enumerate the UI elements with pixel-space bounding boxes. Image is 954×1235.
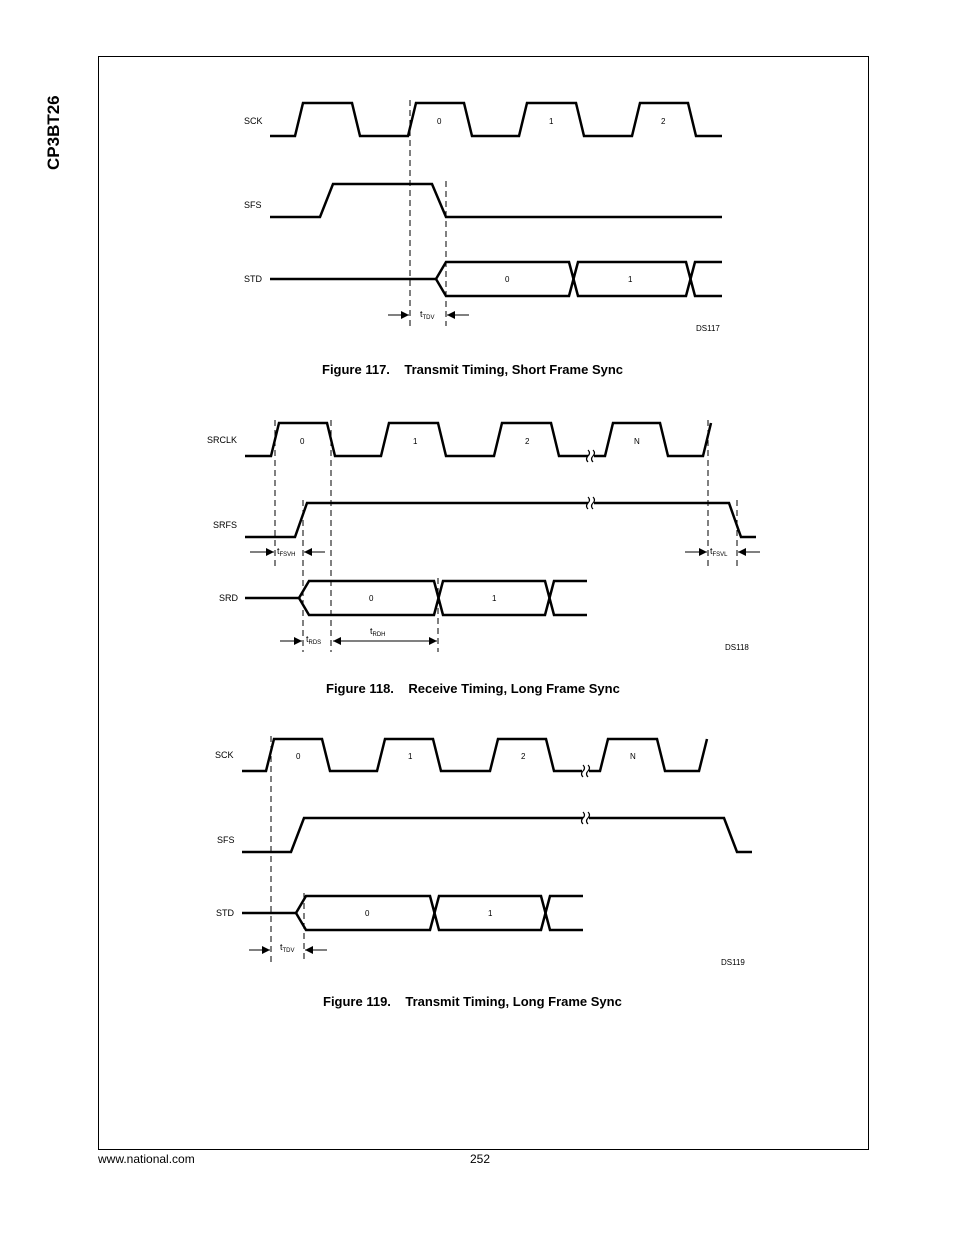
figure-119-caption: Figure 119. Transmit Timing, Long Frame Sync <box>323 994 622 1009</box>
fig119-clock-label: N <box>630 752 636 761</box>
fig118-srfs-break-icon <box>587 497 595 509</box>
fig118-clock-label: 2 <box>525 437 530 446</box>
fig119-sck-waveform-tail <box>589 739 707 771</box>
fig117-sfs-label: SFS <box>244 200 262 210</box>
fig119-data-label: 1 <box>488 909 493 918</box>
footer-website-link[interactable]: www.national.com <box>98 1152 195 1166</box>
fig118-rdh-label: $t_{RDH}$ <box>370 626 386 638</box>
fig118-srfs-waveform-tail <box>594 503 756 537</box>
fig118-srfs-label: SRFS <box>213 520 238 530</box>
fig118-clock-label: N <box>634 437 640 446</box>
fig117-clock-label: 0 <box>437 117 442 126</box>
fig117-sck-waveform <box>270 103 722 136</box>
fig119-sfs-waveform <box>242 818 583 852</box>
fig119-sfs-break-icon <box>582 812 590 824</box>
fig117-clock-label: 1 <box>549 117 554 126</box>
fig119-data-label: 0 <box>365 909 370 918</box>
figure-117-caption: Figure 117. Transmit Timing, Short Frame Sync <box>322 362 624 377</box>
fig118-timing-arrows <box>250 552 760 641</box>
fig118-srfs-waveform <box>245 503 588 537</box>
fig118-data-label: 0 <box>369 594 374 603</box>
fig118-srclk-waveform-tail <box>594 423 711 456</box>
fig119-ds-label: DS119 <box>721 958 745 967</box>
fig118-data-label: 1 <box>492 594 497 603</box>
fig117-sck-label: SCK <box>244 116 263 126</box>
fig118-clock-label: 1 <box>413 437 418 446</box>
fig117-std-waveform <box>270 262 722 296</box>
fig118-fsvh-label: $t_{FSVH}$ <box>277 546 296 558</box>
fig119-sfs-label: SFS <box>217 835 235 845</box>
fig119-clock-label: 2 <box>521 752 526 761</box>
document-side-title: CP3BT26 <box>44 95 63 170</box>
fig119-sfs-waveform-tail <box>589 818 752 852</box>
fig118-srd-label: SRD <box>219 593 239 603</box>
fig118-fsvl-label: $t_{FSVL}$ <box>710 546 728 558</box>
fig119-clock-label: 0 <box>296 752 301 761</box>
fig118-srclk-break-icon <box>587 450 595 462</box>
fig117-data-label: 0 <box>505 275 510 284</box>
fig119-sck-break-icon <box>582 765 590 777</box>
fig117-ds-label: DS117 <box>696 324 720 333</box>
fig118-srclk-label: SRCLK <box>207 435 238 445</box>
fig117-guide-lines <box>410 100 446 326</box>
fig117-sfs-waveform <box>270 184 722 217</box>
fig117-tdv-label: $t_{TDV}$ <box>420 309 435 321</box>
footer-page-number: 252 <box>470 1152 491 1166</box>
fig119-std-label: STD <box>216 908 234 918</box>
fig119-guide-lines <box>271 736 304 962</box>
fig117-std-label: STD <box>244 274 262 284</box>
fig119-clock-label: 1 <box>408 752 413 761</box>
figure-119 <box>215 736 752 967</box>
fig119-tdv-label: $t_{TDV}$ <box>280 942 295 954</box>
fig118-srd-waveform <box>245 581 587 615</box>
figure-118 <box>207 420 760 652</box>
fig118-ds-label: DS118 <box>725 643 749 652</box>
figure-117 <box>244 100 722 333</box>
fig119-std-waveform <box>242 896 583 930</box>
figure-118-caption: Figure 118. Receive Timing, Long Frame Sync <box>326 681 620 696</box>
fig119-sck-label: SCK <box>215 750 234 760</box>
fig118-clock-label: 0 <box>300 437 305 446</box>
fig118-rds-label: $t_{RDS}$ <box>306 634 322 646</box>
fig117-clock-label: 2 <box>661 117 666 126</box>
fig117-data-label: 1 <box>628 275 633 284</box>
